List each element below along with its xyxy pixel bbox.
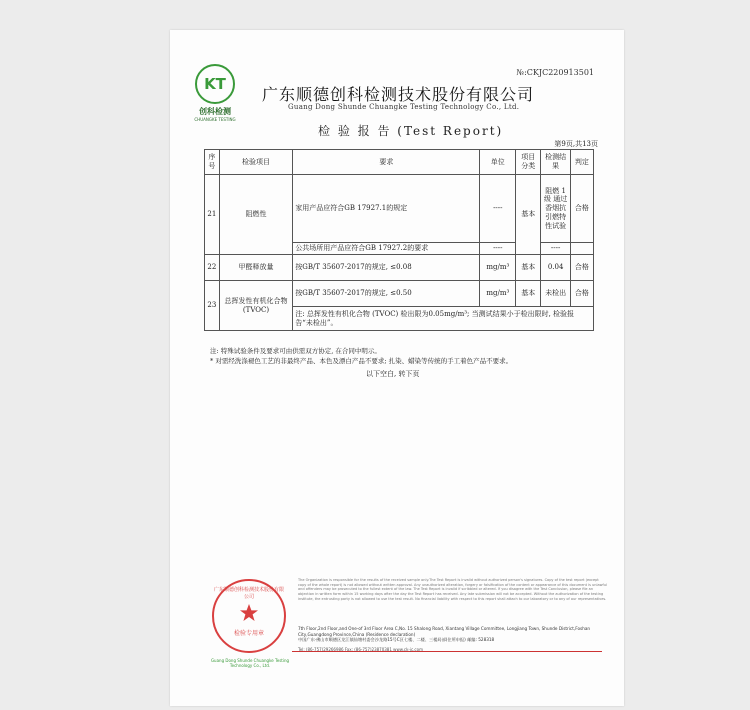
table-row bbox=[205, 281, 594, 307]
footnote: 注: 特殊试验条件及要求可由供需双方协定, 在合同中明示。 bbox=[210, 347, 381, 355]
contact-line: Tel: (86-757)29266986 Fax: (86-757)23870381 www.ck-jc.com bbox=[298, 647, 423, 652]
row-requirement: 家用产品应符合GB 17927.1的规定 bbox=[293, 175, 480, 243]
company-name-en: Guang Dong Shunde Chuangke Testing Technology Co., Ltd. bbox=[288, 103, 520, 111]
row-unit: ---- bbox=[480, 243, 516, 255]
row-no: 21 bbox=[205, 175, 220, 255]
company-logo bbox=[192, 64, 238, 122]
address-cn: 中国广东·佛山市顺德区龙江镇仙塘村委会沙龙路15号C区七楼、二楼、三楼局部(住所申报) 邮编: 528318 bbox=[298, 637, 495, 643]
col-item: 检验项目 bbox=[219, 150, 293, 175]
col-unit: 单位 bbox=[480, 150, 516, 175]
table-row bbox=[205, 175, 594, 243]
row-unit: ---- bbox=[480, 175, 516, 243]
report-page bbox=[170, 30, 624, 706]
row-note: 注: 总挥发性有机化合物 (TVOC) 检出限为0.05mg/m³; 当测试结果小于检出限时, 检验报告“未检出”。 bbox=[293, 307, 594, 331]
row-category: 基本 bbox=[516, 255, 541, 281]
company-name-cn: 广东顺德创科检测技术股份有限公司 bbox=[262, 85, 535, 104]
star-icon bbox=[239, 603, 259, 623]
footnotes bbox=[210, 346, 512, 366]
stamp-label: 检验专用章 bbox=[233, 630, 264, 637]
page-info: 第9页,共13页 bbox=[554, 140, 598, 148]
logo-name-en: CHUANGKE TESTING bbox=[194, 117, 236, 122]
row-no: 23 bbox=[205, 281, 220, 331]
row-result: ---- bbox=[541, 243, 570, 255]
address-block bbox=[298, 626, 608, 643]
row-no: 22 bbox=[205, 255, 220, 281]
row-verdict-empty bbox=[570, 243, 593, 255]
row-verdict: 合格 bbox=[570, 175, 593, 243]
logo-mark: KT bbox=[195, 64, 235, 104]
col-requirement: 要求 bbox=[293, 150, 480, 175]
col-category: 项目分类 bbox=[516, 150, 541, 175]
col-no: 序号 bbox=[205, 150, 220, 175]
row-result: 0.04 bbox=[541, 255, 570, 281]
results-table bbox=[204, 149, 594, 331]
logo-name-cn: 创科检测 bbox=[199, 107, 231, 116]
col-verdict: 判定 bbox=[570, 150, 593, 175]
col-result: 检测结果 bbox=[541, 150, 570, 175]
blank-below-text: 以下空白, 转下页 bbox=[366, 370, 420, 378]
row-result: 阻燃 1 级 通过香烟抗引燃特性试验 bbox=[541, 175, 570, 243]
row-verdict: 合格 bbox=[570, 281, 593, 307]
row-category: 基本 bbox=[516, 175, 541, 255]
row-result: 未检出 bbox=[541, 281, 570, 307]
row-item: 阻燃性 bbox=[219, 175, 293, 255]
stamp-ring-text: 广东顺德创科检测技术股份有限公司 bbox=[214, 587, 285, 600]
official-stamp bbox=[212, 579, 286, 653]
row-unit: mg/m³ bbox=[480, 255, 516, 281]
row-unit: mg/m³ bbox=[480, 281, 516, 307]
table-header-row bbox=[205, 150, 594, 175]
row-item: 总挥发性有机化合物 (TVOC) bbox=[219, 281, 293, 331]
report-number: №:CKJC220913501 bbox=[516, 68, 594, 77]
table-row bbox=[205, 255, 594, 281]
report-title: 检 验 报 告 (Test Report) bbox=[318, 124, 504, 138]
row-verdict: 合格 bbox=[570, 255, 593, 281]
row-requirement: 公共场所用产品应符合GB 17927.2的要求 bbox=[293, 243, 480, 255]
address-en: 7th Floor,2nd Floor,and One-of 3rd Floor Area C,No. 15 Shalong Road, Xiantang Village Committee, Longjiang Town, Shunde District,Foshan City,Guangdong Province,China (Residence declaration) bbox=[298, 626, 591, 637]
footnote: * 对需经洗涤褪色工艺的非最终产品、本色及漂白产品不要求; 扎染、蜡染等传统的手工着色产品不要求。 bbox=[210, 357, 513, 366]
disclaimer-text: The Organization is responsible for the results of the received sample only.The Test Report is invalid without authorized person's signatures. Copy of the test report (except copy of the whole report) is not allowed without written approval. Any unauthorized alteration, forgery or falsification of the content or appearance of this document is unlawful and offenders may be prosecuted to the fullest extent of the law. The Test Report is invalid if scribbled or altered. If you disagree with the Test Conclusion, please file an objection in written form within 15 working days after the day the Test Report has received. Any late submission will not be accepted. Without the authorization of the testing institute, the entrusting party is not allowed to use the test result. No financial liability with respect to this report shall attach to our laboratory or to any of our representatives. bbox=[298, 578, 607, 601]
row-requirement: 按GB/T 35607-2017的规定, ≤0.08 bbox=[293, 255, 480, 281]
footer-logo-text: Guang Dong Shunde Chuangke Testing Technology Co., Ltd. bbox=[210, 658, 290, 668]
row-requirement: 按GB/T 35607-2017的规定, ≤0.50 bbox=[293, 281, 480, 307]
row-item: 甲醛释放量 bbox=[219, 255, 293, 281]
row-category: 基本 bbox=[516, 281, 541, 307]
